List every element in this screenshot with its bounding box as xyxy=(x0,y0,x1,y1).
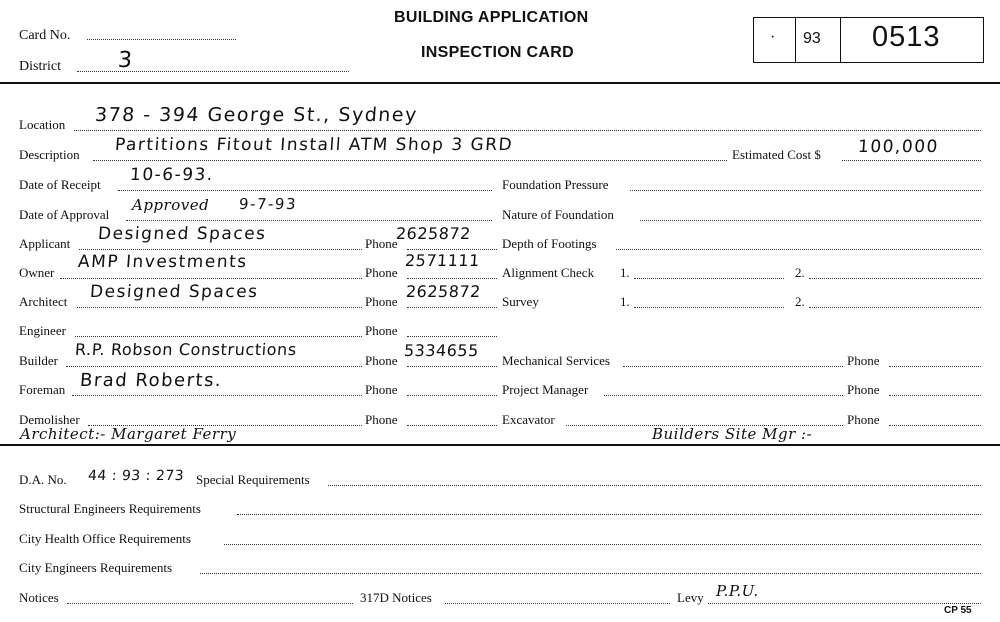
builder-phone-value: 5334655 xyxy=(403,341,480,360)
city-health-label: City Health Office Requirements xyxy=(19,531,191,546)
description-label: Description xyxy=(19,147,80,162)
foundation-pressure-field[interactable] xyxy=(630,190,981,191)
location-field[interactable] xyxy=(74,130,981,131)
applicant-phone-label: Phone xyxy=(365,236,398,251)
demolisher-label: Demolisher xyxy=(19,412,80,427)
builder-label: Builder xyxy=(19,353,58,368)
card-year: 93 xyxy=(803,30,821,47)
survey-field-1[interactable] xyxy=(634,307,784,308)
district-value: 3 xyxy=(117,48,135,73)
project-manager-phone-field[interactable] xyxy=(889,395,981,396)
special-requirements-label: Special Requirements xyxy=(196,472,310,487)
da-no-label: D.A. No. xyxy=(19,472,67,487)
depth-of-footings-label: Depth of Footings xyxy=(502,236,597,251)
notices-label: Notices xyxy=(19,590,59,605)
architect-contact-note: Architect:- Margaret Ferry xyxy=(20,425,237,443)
card-no-label: Card No. xyxy=(19,28,71,43)
approved-note: Approved xyxy=(132,196,210,214)
project-manager-label: Project Manager xyxy=(502,382,589,397)
excavator-phone-field[interactable] xyxy=(889,425,981,426)
engineer-field[interactable] xyxy=(75,336,362,337)
city-engineers-label: City Engineers Requirements xyxy=(19,560,173,575)
engineer-phone-label: Phone xyxy=(365,323,398,338)
description-value: Partitions Fitout Install ATM Shop 3 GRD xyxy=(114,135,514,155)
owner-label: Owner xyxy=(19,265,55,280)
city-engineers-field[interactable] xyxy=(200,573,981,574)
structural-engineers-label: Structural Engineers Requirements xyxy=(19,501,201,516)
nature-of-foundation-label: Nature of Foundation xyxy=(502,207,614,222)
special-requirements-field[interactable] xyxy=(328,485,981,486)
date-of-receipt-label: Date of Receipt xyxy=(19,177,101,192)
section-divider xyxy=(0,444,1000,446)
foreman-field[interactable] xyxy=(72,395,362,396)
card-number-box xyxy=(753,17,984,63)
date-of-receipt-field[interactable] xyxy=(118,190,492,191)
survey-field-2[interactable] xyxy=(809,307,981,308)
notices-317d-field[interactable] xyxy=(445,603,670,604)
date-of-approval-value: 9-7-93 xyxy=(238,195,298,213)
notices-field[interactable] xyxy=(67,603,353,604)
title-inspection-card: INSPECTION CARD xyxy=(421,44,574,61)
city-health-field[interactable] xyxy=(224,544,981,545)
date-of-approval-field[interactable] xyxy=(126,220,492,221)
owner-phone-label: Phone xyxy=(365,265,398,280)
foreman-phone-field[interactable] xyxy=(407,395,497,396)
architect-phone-field[interactable] xyxy=(407,307,497,308)
card-box-divider xyxy=(795,17,796,63)
builder-field[interactable] xyxy=(66,366,362,367)
title-building-application: BUILDING APPLICATION xyxy=(394,9,589,26)
architect-phone-label: Phone xyxy=(365,294,398,309)
alignment-check-num1: 1. xyxy=(620,265,630,280)
estimated-cost-field[interactable] xyxy=(842,160,981,161)
foreman-value: Brad Roberts. xyxy=(79,370,223,391)
nature-of-foundation-field[interactable] xyxy=(640,220,981,221)
levy-value: P.P.U. xyxy=(716,582,759,600)
foundation-pressure-label: Foundation Pressure xyxy=(502,177,609,192)
card-no-field[interactable] xyxy=(87,39,236,40)
notices-317d-label: 317D Notices xyxy=(360,590,432,605)
builder-value: R.P. Robson Constructions xyxy=(74,340,298,359)
header-divider xyxy=(0,82,1000,84)
alignment-check-num2: 2. xyxy=(795,265,805,280)
alignment-check-label: Alignment Check xyxy=(502,265,595,280)
location-value: 378 - 394 George St., Sydney xyxy=(94,104,419,126)
architect-label: Architect xyxy=(19,294,68,309)
foreman-label: Foreman xyxy=(19,382,66,397)
alignment-check-field-1[interactable] xyxy=(634,278,784,279)
owner-value: AMP Investments xyxy=(77,252,249,272)
structural-engineers-field[interactable] xyxy=(237,514,981,515)
architect-field[interactable] xyxy=(77,307,362,308)
owner-phone-field[interactable] xyxy=(407,278,497,279)
owner-field[interactable] xyxy=(60,278,362,279)
applicant-phone-value: 2625872 xyxy=(395,224,472,243)
demolisher-phone-field[interactable] xyxy=(407,425,497,426)
mechanical-services-field[interactable] xyxy=(623,366,843,367)
survey-num1: 1. xyxy=(620,294,630,309)
form-code: CP 55 xyxy=(944,605,972,616)
date-of-receipt-value: 10-6-93. xyxy=(129,165,215,185)
builders-site-manager-note: Builders Site Mgr :- xyxy=(652,425,813,443)
card-box-divider xyxy=(840,17,841,63)
excavator-label: Excavator xyxy=(502,412,555,427)
card-box-dot: · xyxy=(770,29,776,46)
levy-field[interactable] xyxy=(708,603,981,604)
description-field[interactable] xyxy=(93,160,727,161)
applicant-label: Applicant xyxy=(19,236,71,251)
engineer-label: Engineer xyxy=(19,323,66,338)
project-manager-phone-label: Phone xyxy=(847,382,880,397)
builder-phone-field[interactable] xyxy=(407,366,497,367)
applicant-value: Designed Spaces xyxy=(97,224,268,244)
engineer-phone-field[interactable] xyxy=(407,336,497,337)
mechanical-services-label: Mechanical Services xyxy=(502,353,610,368)
applicant-phone-field[interactable] xyxy=(407,249,497,250)
alignment-check-field-2[interactable] xyxy=(809,278,981,279)
mechanical-services-phone-field[interactable] xyxy=(889,366,981,367)
date-of-approval-label: Date of Approval xyxy=(19,207,110,222)
builder-phone-label: Phone xyxy=(365,353,398,368)
da-no-value: 44 : 93 : 273 xyxy=(87,468,185,484)
mechanical-services-phone-label: Phone xyxy=(847,353,880,368)
survey-num2: 2. xyxy=(795,294,805,309)
card-number: 0513 xyxy=(872,21,941,53)
architect-value: Designed Spaces xyxy=(89,282,260,302)
project-manager-field[interactable] xyxy=(604,395,843,396)
demolisher-phone-label: Phone xyxy=(365,412,398,427)
owner-phone-value: 2571111 xyxy=(404,251,481,270)
survey-label: Survey xyxy=(502,294,539,309)
excavator-phone-label: Phone xyxy=(847,412,880,427)
levy-label: Levy xyxy=(677,590,704,605)
applicant-field[interactable] xyxy=(79,249,362,250)
foreman-phone-label: Phone xyxy=(365,382,398,397)
estimated-cost-label: Estimated Cost $ xyxy=(732,147,821,162)
location-label: Location xyxy=(19,117,66,132)
district-label: District xyxy=(19,59,61,74)
depth-of-footings-field[interactable] xyxy=(616,249,981,250)
estimated-cost-value: 100,000 xyxy=(857,137,940,157)
architect-phone-value: 2625872 xyxy=(405,282,482,301)
